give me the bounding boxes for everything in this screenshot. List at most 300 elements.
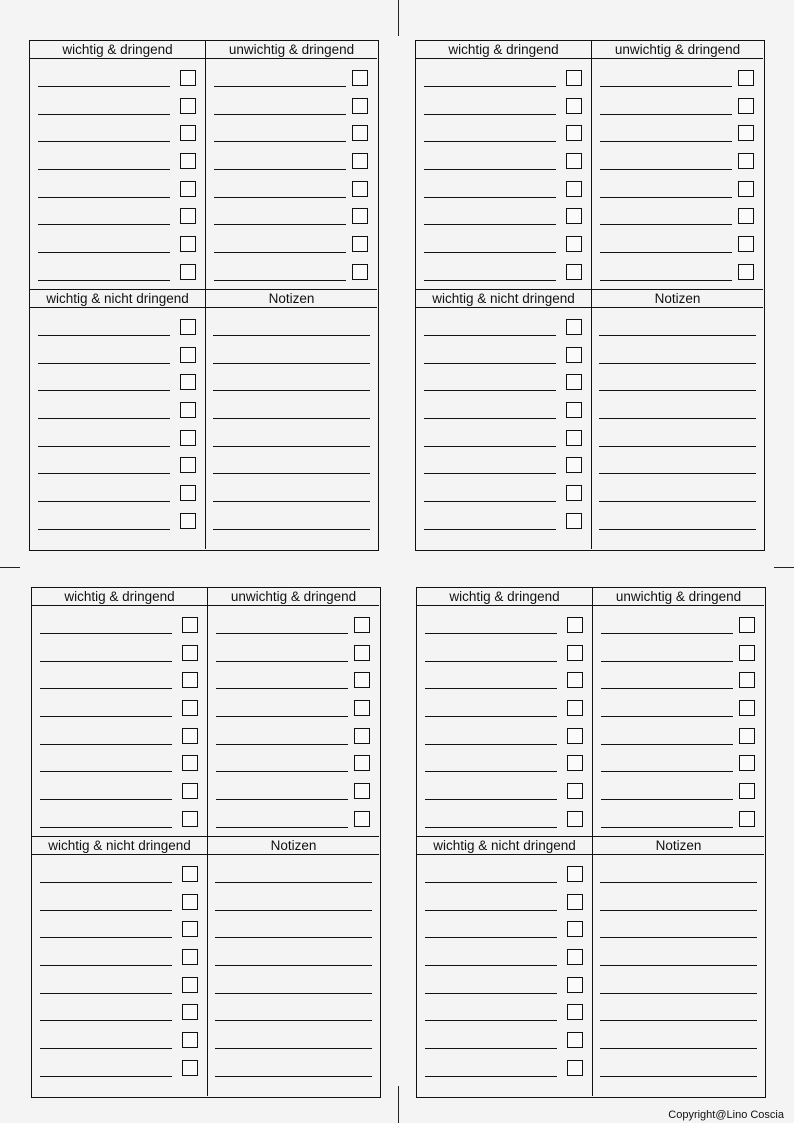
note-line[interactable] [600,910,757,911]
task-checkbox[interactable] [182,1060,198,1076]
task-checkbox[interactable] [738,98,754,114]
note-line[interactable] [600,937,757,938]
task-checkbox[interactable] [566,181,582,197]
task-checkbox[interactable] [567,866,583,882]
task-row [32,613,207,641]
task-line[interactable] [216,771,348,772]
task-checkbox[interactable] [180,181,196,197]
task-checkbox[interactable] [567,811,583,827]
task-row [593,613,764,641]
quadrant-heading: unwichtig & dringend [206,41,377,59]
task-line[interactable] [425,661,557,662]
task-line[interactable] [600,86,732,87]
task-row [32,862,207,890]
note-line[interactable] [215,1048,372,1049]
task-line[interactable] [216,661,348,662]
task-line[interactable] [38,224,170,225]
task-row [592,66,763,94]
task-checkbox[interactable] [182,921,198,937]
task-row [208,724,379,752]
task-line[interactable] [425,633,557,634]
task-line[interactable] [425,937,557,938]
quadrant-heading: wichtig & dringend [416,41,591,59]
task-checkbox[interactable] [180,153,196,169]
task-line[interactable] [424,141,556,142]
task-checkbox[interactable] [567,672,583,688]
task-line[interactable] [38,280,170,281]
task-row [30,370,205,398]
task-row [30,398,205,426]
task-row [593,807,764,835]
task-row [417,945,592,973]
task-checkbox[interactable] [738,70,754,86]
note-row [592,426,763,454]
task-line[interactable] [424,280,556,281]
task-checkbox[interactable] [182,1032,198,1048]
note-line[interactable] [599,473,756,474]
crop-mark-top [398,0,399,36]
task-checkbox[interactable] [739,755,755,771]
task-checkbox[interactable] [182,672,198,688]
task-checkbox[interactable] [566,402,582,418]
task-line[interactable] [425,688,557,689]
task-line[interactable] [425,799,557,800]
task-checkbox[interactable] [739,811,755,827]
task-row [30,204,205,232]
quadrant-unimportant-urgent [593,588,764,837]
task-checkbox[interactable] [354,783,370,799]
note-line[interactable] [599,390,756,391]
task-checkbox[interactable] [354,700,370,716]
task-line[interactable] [40,993,172,994]
task-checkbox[interactable] [567,921,583,937]
task-line[interactable] [38,141,170,142]
task-checkbox[interactable] [352,125,368,141]
task-line[interactable] [425,965,557,966]
task-line[interactable] [216,688,348,689]
task-line[interactable] [424,529,556,530]
task-line[interactable] [601,633,733,634]
task-line[interactable] [214,141,346,142]
task-line[interactable] [424,169,556,170]
task-row [32,641,207,669]
task-line[interactable] [40,688,172,689]
note-line[interactable] [213,446,370,447]
task-line[interactable] [40,1076,172,1077]
quadrant-important-not-urgent [32,837,208,1096]
task-checkbox[interactable] [738,208,754,224]
task-checkbox[interactable] [566,153,582,169]
task-line[interactable] [601,716,733,717]
crop-mark-left [0,567,20,568]
note-row [208,890,379,918]
quadrant-heading: wichtig & dringend [417,588,592,606]
task-line[interactable] [600,169,732,170]
note-line[interactable] [600,993,757,994]
task-checkbox[interactable] [182,617,198,633]
task-row [416,481,591,509]
quadrant-heading: wichtig & nicht dringend [30,290,205,308]
task-row [592,149,763,177]
note-line[interactable] [213,418,370,419]
note-line[interactable] [600,1048,757,1049]
task-line[interactable] [214,197,346,198]
task-checkbox[interactable] [354,755,370,771]
task-checkbox[interactable] [739,617,755,633]
task-checkbox[interactable] [566,264,582,280]
task-row [30,453,205,481]
task-line[interactable] [424,197,556,198]
quadrant-important-urgent [32,588,208,837]
task-checkbox[interactable] [354,645,370,661]
task-checkbox[interactable] [738,264,754,280]
task-checkbox[interactable] [566,457,582,473]
task-checkbox[interactable] [180,513,196,529]
task-checkbox[interactable] [566,347,582,363]
task-line[interactable] [38,446,170,447]
task-checkbox[interactable] [182,894,198,910]
task-row [206,177,377,205]
task-row [592,177,763,205]
task-checkbox[interactable] [180,347,196,363]
task-line[interactable] [424,363,556,364]
task-row [593,724,764,752]
task-checkbox[interactable] [566,98,582,114]
task-row [417,779,592,807]
task-line[interactable] [40,744,172,745]
task-line[interactable] [214,252,346,253]
task-line[interactable] [425,716,557,717]
task-checkbox[interactable] [739,783,755,799]
note-line[interactable] [599,529,756,530]
quadrant-important-urgent [416,41,592,290]
task-line[interactable] [40,965,172,966]
task-checkbox[interactable] [566,208,582,224]
task-row [417,724,592,752]
task-line[interactable] [40,937,172,938]
quadrant-heading: Notizen [206,290,377,308]
task-row [417,696,592,724]
task-line[interactable] [425,910,557,911]
task-checkbox[interactable] [738,125,754,141]
task-row [417,917,592,945]
note-line[interactable] [600,1020,757,1021]
task-line[interactable] [40,799,172,800]
task-checkbox[interactable] [352,181,368,197]
task-row [416,370,591,398]
task-line[interactable] [424,473,556,474]
task-row [32,807,207,835]
task-row [592,232,763,260]
task-checkbox[interactable] [180,208,196,224]
note-line[interactable] [213,363,370,364]
task-row [416,94,591,122]
task-line[interactable] [425,993,557,994]
task-checkbox[interactable] [180,236,196,252]
task-line[interactable] [40,633,172,634]
task-line[interactable] [214,280,346,281]
task-row [417,641,592,669]
note-line[interactable] [213,501,370,502]
task-line[interactable] [40,771,172,772]
task-line[interactable] [214,224,346,225]
task-checkbox[interactable] [567,949,583,965]
task-checkbox[interactable] [738,181,754,197]
task-line[interactable] [424,252,556,253]
task-line[interactable] [600,114,732,115]
task-checkbox[interactable] [352,153,368,169]
note-line[interactable] [599,446,756,447]
task-checkbox[interactable] [180,264,196,280]
task-line[interactable] [216,633,348,634]
task-line[interactable] [600,224,732,225]
task-line[interactable] [40,716,172,717]
task-line[interactable] [600,280,732,281]
task-row [592,94,763,122]
note-line[interactable] [600,1076,757,1077]
task-row [416,149,591,177]
task-line[interactable] [38,252,170,253]
task-checkbox[interactable] [566,513,582,529]
task-checkbox[interactable] [182,1004,198,1020]
note-line[interactable] [215,965,372,966]
task-checkbox[interactable] [182,755,198,771]
task-checkbox[interactable] [182,645,198,661]
task-line[interactable] [40,910,172,911]
task-checkbox[interactable] [180,402,196,418]
task-checkbox[interactable] [567,977,583,993]
quadrant-important-not-urgent [416,290,592,549]
task-checkbox[interactable] [566,374,582,390]
task-checkbox[interactable] [352,70,368,86]
task-checkbox[interactable] [567,617,583,633]
task-checkbox[interactable] [566,236,582,252]
note-line[interactable] [600,882,757,883]
task-line[interactable] [425,1020,557,1021]
task-checkbox[interactable] [566,430,582,446]
note-line[interactable] [215,882,372,883]
note-row [592,509,763,537]
todo-card [416,587,766,1098]
quadrant-important-not-urgent [30,290,206,549]
task-line[interactable] [216,827,348,828]
note-line[interactable] [215,910,372,911]
task-checkbox[interactable] [182,977,198,993]
task-row [208,779,379,807]
task-line[interactable] [38,390,170,391]
task-checkbox[interactable] [567,700,583,716]
note-line[interactable] [213,473,370,474]
task-row [417,973,592,1001]
task-line[interactable] [38,418,170,419]
task-line[interactable] [216,716,348,717]
task-checkbox[interactable] [352,98,368,114]
task-line[interactable] [38,197,170,198]
note-line[interactable] [215,937,372,938]
task-line[interactable] [38,86,170,87]
task-checkbox[interactable] [566,70,582,86]
task-checkbox[interactable] [739,672,755,688]
task-checkbox[interactable] [180,98,196,114]
task-checkbox[interactable] [567,755,583,771]
task-row [417,613,592,641]
note-line[interactable] [215,993,372,994]
task-row [30,509,205,537]
note-row [206,315,377,343]
task-checkbox[interactable] [567,728,583,744]
task-checkbox[interactable] [180,125,196,141]
task-checkbox[interactable] [182,811,198,827]
task-row [417,862,592,890]
note-line[interactable] [213,390,370,391]
task-checkbox[interactable] [567,783,583,799]
task-line[interactable] [38,169,170,170]
task-row [208,751,379,779]
task-line[interactable] [425,1076,557,1077]
task-line[interactable] [424,114,556,115]
task-checkbox[interactable] [567,645,583,661]
task-line[interactable] [601,744,733,745]
task-line[interactable] [424,224,556,225]
task-checkbox[interactable] [180,374,196,390]
note-row [593,890,764,918]
task-checkbox[interactable] [738,236,754,252]
task-line[interactable] [601,661,733,662]
task-line[interactable] [424,390,556,391]
note-line[interactable] [599,335,756,336]
quadrant-unimportant-urgent [592,41,763,290]
task-line[interactable] [38,473,170,474]
task-checkbox[interactable] [567,894,583,910]
note-line[interactable] [213,335,370,336]
task-checkbox[interactable] [180,485,196,501]
task-checkbox[interactable] [352,264,368,280]
note-row [206,453,377,481]
note-row [206,481,377,509]
note-line[interactable] [213,529,370,530]
task-line[interactable] [40,827,172,828]
note-row [593,973,764,1001]
task-line[interactable] [214,114,346,115]
task-line[interactable] [600,197,732,198]
task-line[interactable] [601,799,733,800]
task-checkbox[interactable] [182,700,198,716]
task-line[interactable] [38,501,170,502]
task-checkbox[interactable] [182,783,198,799]
task-row [32,724,207,752]
task-checkbox[interactable] [352,236,368,252]
task-checkbox[interactable] [182,728,198,744]
task-line[interactable] [425,882,557,883]
note-line[interactable] [599,418,756,419]
task-line[interactable] [600,141,732,142]
note-row [208,945,379,973]
task-row [416,343,591,371]
task-row [32,973,207,1001]
task-line[interactable] [40,1048,172,1049]
task-line[interactable] [601,688,733,689]
task-checkbox[interactable] [180,430,196,446]
task-checkbox[interactable] [182,866,198,882]
task-line[interactable] [601,771,733,772]
task-checkbox[interactable] [738,153,754,169]
task-row [206,260,377,288]
task-line[interactable] [40,882,172,883]
task-line[interactable] [600,252,732,253]
task-checkbox[interactable] [566,485,582,501]
task-row [416,121,591,149]
task-row [416,315,591,343]
task-line[interactable] [424,501,556,502]
task-checkbox[interactable] [567,1032,583,1048]
task-line[interactable] [38,335,170,336]
note-row [208,973,379,1001]
task-line[interactable] [425,1048,557,1049]
task-line[interactable] [424,446,556,447]
task-line[interactable] [38,529,170,530]
task-checkbox[interactable] [739,645,755,661]
task-line[interactable] [216,799,348,800]
task-checkbox[interactable] [567,1004,583,1020]
task-checkbox[interactable] [354,728,370,744]
task-row [32,668,207,696]
task-row [32,1028,207,1056]
task-line[interactable] [40,661,172,662]
task-checkbox[interactable] [739,700,755,716]
task-checkbox[interactable] [354,811,370,827]
note-row [206,426,377,454]
task-line[interactable] [424,86,556,87]
task-line[interactable] [214,86,346,87]
quadrant-heading: Notizen [592,290,763,308]
task-line[interactable] [425,827,557,828]
task-row [208,696,379,724]
task-line[interactable] [38,363,170,364]
task-line[interactable] [424,335,556,336]
task-checkbox[interactable] [354,672,370,688]
task-checkbox[interactable] [566,125,582,141]
note-line[interactable] [215,1020,372,1021]
task-line[interactable] [38,114,170,115]
task-line[interactable] [40,1020,172,1021]
task-line[interactable] [425,771,557,772]
task-checkbox[interactable] [182,949,198,965]
task-line[interactable] [425,744,557,745]
note-line[interactable] [215,1076,372,1077]
task-row [30,260,205,288]
task-line[interactable] [424,418,556,419]
note-line[interactable] [599,363,756,364]
note-line[interactable] [599,501,756,502]
note-row [592,315,763,343]
task-checkbox[interactable] [180,319,196,335]
task-checkbox[interactable] [180,457,196,473]
quadrant-notes [206,290,377,549]
task-checkbox[interactable] [352,208,368,224]
task-checkbox[interactable] [739,728,755,744]
task-checkbox[interactable] [354,617,370,633]
task-line[interactable] [214,169,346,170]
task-checkbox[interactable] [566,319,582,335]
task-line[interactable] [216,744,348,745]
task-line[interactable] [601,827,733,828]
note-line[interactable] [600,965,757,966]
task-checkbox[interactable] [567,1060,583,1076]
task-row [30,94,205,122]
task-row [592,121,763,149]
task-row [32,1000,207,1028]
task-checkbox[interactable] [180,70,196,86]
